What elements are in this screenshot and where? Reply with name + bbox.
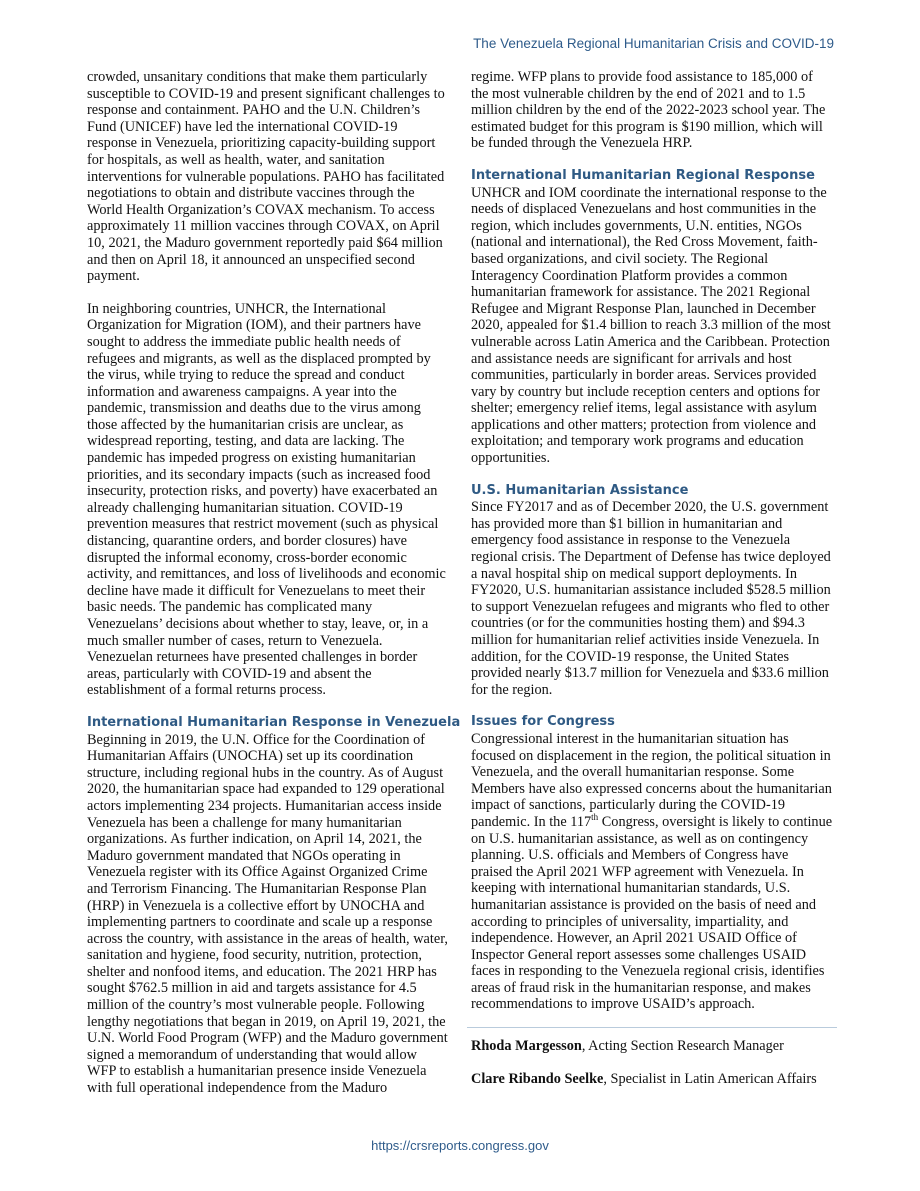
paragraph-text: Congress, oversight is likely to continue on U.S. humanitarian assistance, as well as on contingency planning. U.S. officials and Members of Congress have praised the April 2021 WFP agreement with Venezuela. In keeping with international humanitarian standards, U.S. humanitarian assistance is provided on the basis of need and according to principles of universality, impartiality, and independence. However, an April 2021 USAID Office of Inspector General report assesses some challenges USAID faces in responding to the Venezuela regional crisis, identifies areas of fraud risk in the humanitarian response, and makes recommendations to improve USAID’s approach. <box>471 813 833 1013</box>
author-title: , Specialist in Latin American Affairs <box>603 1070 817 1087</box>
section-heading: International Humanitarian Response in Venezuela <box>87 714 461 730</box>
author-name: Rhoda Margesson <box>471 1038 582 1055</box>
ordinal-suffix: th <box>591 812 599 823</box>
author-name: Clare Ribando Seelke <box>471 1070 604 1087</box>
section-heading: U.S. Humanitarian Assistance <box>471 482 689 498</box>
paragraph: In neighboring countries, UNHCR, the International Organization for Migration (IOM), and their partners have sought to address the immediate public health needs of refugees and migrants, as well as the displaced prompted by the virus, while trying to reduce the spread and conduct information and awareness campaigns. A year into the pandemic, transmission and deaths due to the virus among those affected by the humanitarian crisis are unclear, as widespread reporting, testing, and data are lacking. The pandemic has impeded progress on existing humanitarian priorities, and its secondary impacts (such as increased food insecurity, protection risks, and poverty) have exacerbated an already challenging humanitarian situation. COVID-19 prevention measures that restrict movement (such as physical distancing, quarantine orders, and border closures) have disrupted the informal economy, cross-border economic activity, and remittances, and loss of livelihoods and economic decline have made it difficult for Venezuelans to meet their basic needs. The pandemic has complicated many Venezuelans’ decisions about whether to stay, leave, or, in a much smaller number of cases, return to Venezuela. Venezuelan returnees have presented challenges in border areas, particularly with COVID-19 and absent the establishment of a formal returns process. <box>87 300 446 699</box>
running-header: The Venezuela Regional Humanitarian Crisis and COVID-19 <box>473 36 834 51</box>
author-line <box>471 1038 833 1055</box>
right-column <box>471 69 833 1087</box>
section-heading: International Humanitarian Regional Response <box>471 167 815 183</box>
author-divider <box>467 1027 837 1028</box>
paragraph: crowded, unsanitary conditions that make them particularly susceptible to COVID-19 and present significant challenges to response and containment. PAHO and the U.N. Children’s Fund (UNICEF) have led the international COVID-19 response in Venezuela, prioritizing capacity-building support for hospitals, as well as health, water, and sanitation interventions for vulnerable populations. PAHO has facilitated negotiations to obtain and distribute vaccines through the World Health Organization’s COVAX mechanism. To access approximately 11 million vaccines through COVAX, on April 10, 2021, the Maduro government reportedly paid $64 million and then on April 18, it announced an unspecified second payment. <box>87 69 445 285</box>
footer-link[interactable]: https://crsreports.congress.gov <box>371 1138 549 1153</box>
paragraph: Since FY2017 and as of December 2020, the U.S. government has provided more than $1 billion in humanitarian and emergency food assistance in response to the Venezuela regional crisis. The Department of Defense has twice deployed a naval hospital ship on medical support deployments. In FY2020, U.S. humanitarian assistance included $528.5 million to support Venezuelan refugees and migrants who fled to other countries (or for the communities hosting them) and $94.3 million for humanitarian relief activities inside Venezuela. In addition, for the COVID-19 response, the United States provided nearly $13.7 million for Venezuela and $33.6 million for the region. <box>471 499 831 698</box>
author-title: , Acting Section Research Manager <box>581 1038 784 1055</box>
paragraph: regime. WFP plans to provide food assistance to 185,000 of the most vulnerable children by the end of 2021 and to 1.5 million children by the end of the 2022-2023 school year. The estimated budget for this program is $190 million, which will be funded through the Venezuela HRP. <box>471 69 826 152</box>
author-line <box>471 1071 833 1088</box>
paragraph <box>471 731 833 1013</box>
paragraph-text: Congressional interest in the humanitarian situation has focused on displacement in the region, the political situation in Venezuela, and the overall humanitarian response. Some Members have also expressed concerns about the humanitarian impact of sanctions, particularly during the COVID-19 pandemic. In the 117 <box>471 730 832 830</box>
section-heading: Issues for Congress <box>471 714 615 730</box>
left-column <box>87 69 461 1097</box>
paragraph: UNHCR and IOM coordinate the international response to the needs of displaced Venezuelans and host communities in the region, which includes governments, U.N. entities, NGOs (national and international), the Red Cross Movement, faith-based organizations, and civil society. The Regional Interagency Coordination Platform provides a common humanitarian framework for assistance. The 2021 Regional Refugee and Migrant Response Plan, launched in December 2020, appealed for $1.4 billion to reach 3.3 million of the most vulnerable across Latin America and the Caribbean. Protection and assistance needs are significant for arrivals and host communities, particularly in border areas. Services provided vary by country but include reception centers and options for shelter; emergency relief items, legal assistance with asylum applications and other matters; protection from violence and exploitation; and temporary work programs and education opportunities. <box>471 184 831 467</box>
paragraph: Beginning in 2019, the U.N. Office for the Coordination of Humanitarian Affairs (UNOCHA) set up its coordination structure, including regional hubs in the country. As of August 2020, the humanitarian space had expanded to 129 operational actors implementing 234 projects. Humanitarian access inside Venezuela has been a challenge for many humanitarian organizations. As further indication, on April 14, 2021, the Maduro government mandated that NGOs operating in Venezuela register with its Office Against Organized Crime and Terrorism Financing. The Humanitarian Response Plan (HRP) in Venezuela is a collective effort by UNOCHA and implementing partners to coordinate and scale up a response across the country, with assistance in the areas of health, water, sanitation and hygiene, food security, nutrition, protection, shelter and nonfood items, and education. The 2021 HRP has sought $762.5 million in aid and targets assistance for 4.5 million of the country’s most vulnerable people. Following lengthy negotiations that began in 2019, on April 19, 2021, the U.N. World Food Program (WFP) and the Maduro government signed a memorandum of understanding that would allow WFP to establish a humanitarian presence inside Venezuela with full operational independence from the Maduro <box>87 731 448 1097</box>
